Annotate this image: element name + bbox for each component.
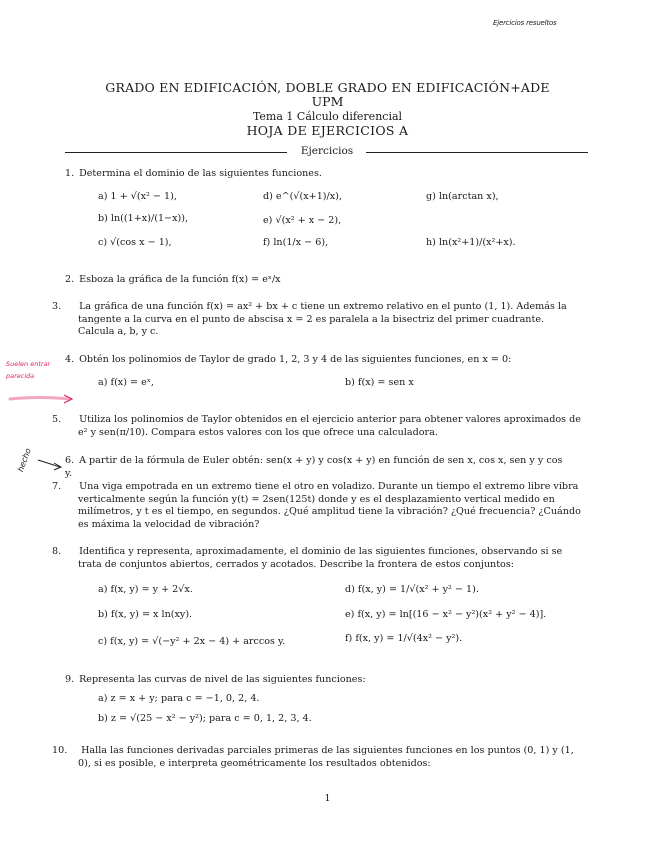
header-university: UPM <box>311 94 344 109</box>
exercise-1-item-e: e) √(x² + x − 2), <box>263 215 342 226</box>
margin-note-line-2: parecida <box>6 372 35 380</box>
exercise-1-item-h: h) ln(x²+1)/(x²+x). <box>426 237 516 248</box>
divider-right <box>366 152 588 153</box>
exercise-text: Obtén los polinomios de Taylor de grado 1, 2, 3 y 4 de las siguientes funciones, en x = 0: <box>79 354 512 365</box>
margin-note-line-1: Suelen entrar <box>6 360 51 368</box>
handwritten-side-mark: hecho <box>16 447 33 474</box>
exercise-7 <box>52 481 583 531</box>
exercise-4-item-b: b) f(x) = sen x <box>345 377 414 388</box>
page-number: 1 <box>324 793 331 804</box>
exercise-text: Representa las curvas de nivel de las siguientes funciones: <box>79 674 366 685</box>
exercise-text: Una viga empotrada en un extremo tiene el otro en voladizo. Durante un tiempo el extremo libre vibra verticalmente según la función y(t) = 2sen(125t) donde y es el desplazamiento vertical medido en milímetros, y t es el tiempo, en segundos. ¿Qué amplitud tiene la vibración? ¿Qué frecuencia? ¿Cuándo es máxima la velocidad de vibración? <box>78 481 581 530</box>
divider-left <box>65 152 287 153</box>
exercise-6 <box>65 455 570 480</box>
exercise-8-item-f: f) f(x, y) = 1/√(4x² − y²). <box>345 633 463 644</box>
exercise-1-item-c: c) √(cos x − 1), <box>98 237 172 248</box>
exercise-text: A partir de la fórmula de Euler obtén: sen(x + y) y cos(x + y) en función de sen x, cos x, sen y y cos y. <box>65 455 563 479</box>
exercise-text: Esboza la gráfica de la función f(x) = eˣ/x <box>79 274 281 285</box>
exercise-text: Utiliza los polinomios de Taylor obtenidos en el ejercicio anterior para obtener valores aproximados de e² y sen(π/10). Compara estos valores con los que ofrece una calculadora. <box>78 414 581 438</box>
exercise-1 <box>65 168 570 181</box>
exercise-4-item-a: a) f(x) = eˣ, <box>98 377 154 388</box>
black-arrow-icon <box>36 458 64 472</box>
header-topic: Tema 1 Cálculo diferencial <box>252 110 403 123</box>
exercise-1-item-a: a) 1 + √(x² − 1), <box>98 191 177 202</box>
exercise-1-item-d: d) e^(√(x+1)/x), <box>263 191 342 202</box>
exercise-number: 1. <box>65 168 75 179</box>
exercise-9-item-b: b) z = √(25 − x² − y²); para c = 0, 1, 2, 3, 4. <box>98 713 312 724</box>
exercise-8-item-b: b) f(x, y) = x ln(xy). <box>98 609 193 620</box>
exercise-number: 4. <box>65 354 75 365</box>
exercise-1-item-g: g) ln(arctan x), <box>426 191 499 202</box>
exercise-number: 10. <box>52 745 68 756</box>
exercise-10 <box>52 745 583 770</box>
exercise-8 <box>52 546 583 571</box>
exercise-text: Determina el dominio de las siguientes funciones. <box>79 168 322 179</box>
pink-arrow-icon <box>8 393 76 405</box>
exercise-3 <box>52 301 583 339</box>
exercise-number: 3. <box>52 301 62 312</box>
exercise-1-item-b: b) ln((1+x)/(1−x)), <box>98 213 189 224</box>
exercise-8-item-e: e) f(x, y) = ln[(16 − x² − y²)(x² + y² − 4)]. <box>345 609 547 620</box>
exercise-2 <box>65 274 570 287</box>
handwritten-note-top: Ejercicios resueltos <box>493 19 557 27</box>
exercise-number: 2. <box>65 274 75 285</box>
handwritten-margin-note <box>6 358 50 382</box>
exercise-number: 6. <box>65 455 75 466</box>
exercise-8-item-c: c) f(x, y) = √(−y² + 2x − 4) + arccos y. <box>98 636 286 647</box>
exercise-number: 9. <box>65 674 75 685</box>
section-heading: Ejercicios <box>300 145 354 157</box>
exercise-5 <box>52 414 583 439</box>
exercise-text: La gráfica de una función f(x) = ax² + bx + c tiene un extremo relativo en el punto (1, 1). Además la tangente a la curva en el punto de abscisa x = 2 es paralela a la bisectriz del primer cuadrante. Calcula a, b, y c. <box>78 301 567 337</box>
exercise-text: Identifica y representa, aproximadamente, el dominio de las siguientes funciones, observando si se trata de conjuntos abiertos, cerrados y acotados. Describe la frontera de estos conjuntos: <box>78 546 563 570</box>
exercise-8-item-a: a) f(x, y) = y + 2√x. <box>98 584 193 595</box>
header-degree: GRADO EN EDIFICACIÓN, DOBLE GRADO EN EDIFICACIÓN+ADE <box>105 80 550 95</box>
exercise-number: 7. <box>52 481 62 492</box>
exercise-9 <box>65 674 570 687</box>
exercise-number: 8. <box>52 546 62 557</box>
header-sheet: HOJA DE EJERCICIOS A <box>246 123 409 138</box>
exercise-1-item-f: f) ln(1/x − 6), <box>263 237 329 248</box>
exercise-number: 5. <box>52 414 62 425</box>
exercise-text: Halla las funciones derivadas parciales primeras de las siguientes funciones en los puntos (0, 1) y (1, 0), si es posible, e interpreta geométricamente los resultados obtenidos: <box>78 745 574 769</box>
exercise-9-item-a: a) z = x + y; para c = −1, 0, 2, 4. <box>98 693 260 704</box>
exercise-8-item-d: d) f(x, y) = 1/√(x² + y² − 1). <box>345 584 479 595</box>
exercise-4 <box>65 354 570 367</box>
